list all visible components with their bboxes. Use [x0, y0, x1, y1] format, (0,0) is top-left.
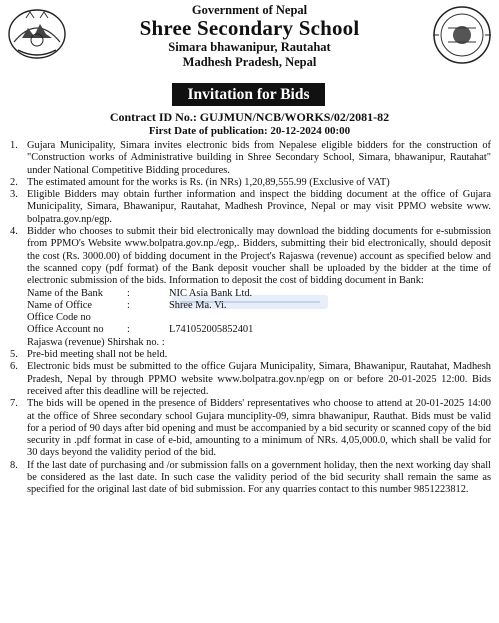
clause-3: 3. Eligible Bidders may obtain further information and inspect the bidding document at the office of Gujara Municipality, Simara, Bhawanipur, Rautahat, Madhesh Province, Nepal or may visit PPMO website www. bolpatra.gov.np/egp. — [10, 189, 491, 225]
clause-8: 8. If the last date of purchasing and /or submission falls on a government holiday, then the next working day shall be considered as the last date. In such case the validity period of the bid security shall remain the same as specified for the original last date of bid submission. For any quarries contact to this number 9851223812. — [10, 459, 491, 496]
clause-5: 5. Pre-bid meeting shall not be held. — [10, 349, 168, 361]
clause-text: Pre-bid meeting shall not be held. — [27, 349, 168, 361]
clause-6: 6. Electronic bids must be submitted to the office Gujara Municipality, Simara, Bhawanipur, Rautahat, Madhesh Pradesh, Nepal by through PPMO website www.bolpatra.gov.np/egp on or before 20-01-2025 12:00. Bids received after this deadline will be rejected. — [10, 361, 491, 397]
clause-text: Electronic bids must be submitted to the office Gujara Municipality, Simara, Bhawanipur, Rautahat, Madhesh Pradesh, Nepal by through PPMO website www.bolpatra.gov.np/egp on or before 20-01-2025 12:00. Bids received after this deadline will be rejected. — [27, 361, 491, 397]
address-line-1: Simara bhawanipur, Rautahat — [168, 40, 331, 54]
address-line-2: Madhesh Pradesh, Nepal — [182, 55, 317, 69]
contract-id: Contract ID No.: GUJMUN/NCB/WORKS/02/2081-82 — [109, 110, 390, 124]
clause-text: The bids will be opened in the presence of Bidders' representatives who choose to attend at 20-01-2025 14:00 at the office of Shree secondary school Gujara munciplity-09, simra bhawanipur, Rauthat. Bids must be valid for a period of 90 days after bid opening and must be accompanied by a bid security or scanned copy of the bid security in .pdf format in case of e-bid, amounting to a minimum of NRs. 4,05,000.0, which shall be valid for 30 days beyond the validity period of the bid. — [27, 398, 491, 459]
letterhead — [0, 3, 499, 70]
rajaswa-line: Rajaswa (revenue) Shirshak no. : — [27, 336, 165, 348]
office-name-row: Name of Office : Shree Ma. Vi. — [27, 299, 227, 311]
clause-text: Gujara Municipality, Simara invites electronic bids from Nepalese eligible bidders for the construction of "Construction works of Administrative building in Shree Secondary School, Simara, bhawanipur, Rautahat" under National Competitive Bidding procedures. — [27, 140, 491, 176]
office-code-row: Office Code no — [27, 312, 91, 324]
government-title: Government of Nepal — [191, 3, 308, 17]
clause-4: 4. Bidder who chooses to submit their bid electronically may download the bidding documents for e-submission from PPMO's Website www.bolpatra.gov.np./egp,. Bidders, submitting their bid electronically, should deposit the cost (Rs. 3000.00) of bidding document in the Project's Rajaswa (revenue) account as specified below and the scanned copy (pdf format) of the Bank deposit voucher shall be uploaded by the bidder at the time of electronic submission of the bids. Information to deposit the cost of bidding document in Bank: — [10, 226, 491, 287]
clause-text: If the last date of purchasing and /or submission falls on a government holiday, then the next working day shall be considered as the last date. In such case the validity period of the bid security shall remain the same as specified for the original last date of bid submission. For any quarries contact to this number 9851223812. — [27, 459, 491, 496]
notice-body — [10, 140, 491, 497]
clause-text: The estimated amount for the works is Rs. (in NRs) 1,20,89,555.99 (Exclusive of VAT) — [27, 176, 390, 188]
clause-text: Eligible Bidders may obtain further information and inspect the bidding document at the office of Gujara Municipality, Simara, Bhawanipur, Rautahat, Madhesh Province, Nepal or may visit PPMO website www. bolpatra.gov.np/egp. — [27, 189, 491, 225]
invitation-banner: Invitation for Bids — [172, 83, 325, 106]
office-account-row: Office Account no : L741052005852401 — [27, 324, 254, 336]
clause-text: Bidder who chooses to submit their bid electronically may download the bidding documents for e-submission from PPMO's Website www.bolpatra.gov.np./egp,. Bidders, submitting their bid electronically, should deposit the cost (Rs. 3000.00) of bidding document in the Project's Rajaswa (revenue) account as specified below and the scanned copy (pdf format) of the Bank deposit voucher shall be uploaded by the bidder at the time of electronic submission of the bids. Information to deposit the cost of bidding document in Bank: — [27, 226, 491, 287]
clause-7: 7. The bids will be opened in the presence of Bidders' representatives who choose to attend at 20-01-2025 14:00 at the office of Shree secondary school Gujara munciplity-09, simra bhawanipur, Rauthat. Bids must be valid for a period of 90 days after bid opening and must be accompanied by a bid security or scanned copy of the bid security in .pdf format in case of e-bid, amounting to a minimum of NRs. 4,05,000.0, which shall be valid for 30 days beyond the validity period of the bid. — [10, 398, 491, 459]
clause-2: 2. The estimated amount for the works is Rs. (in NRs) 1,20,89,555.99 (Exclusive of VAT) — [10, 176, 390, 188]
publication-date: First Date of publication: 20-12-2024 00:00 — [148, 125, 351, 137]
school-name: Shree Secondary School — [139, 16, 360, 40]
bank-name-row: Name of the Bank : NIC Asia Bank Ltd. — [27, 287, 253, 299]
clause-1: 1. Gujara Municipality, Simara invites electronic bids from Nepalese eligible bidders for the construction of "Construction works of Administrative building in Shree Secondary School, Simara, bhawanipur, Rautahat" under National Competitive Bidding procedures. — [10, 140, 491, 176]
